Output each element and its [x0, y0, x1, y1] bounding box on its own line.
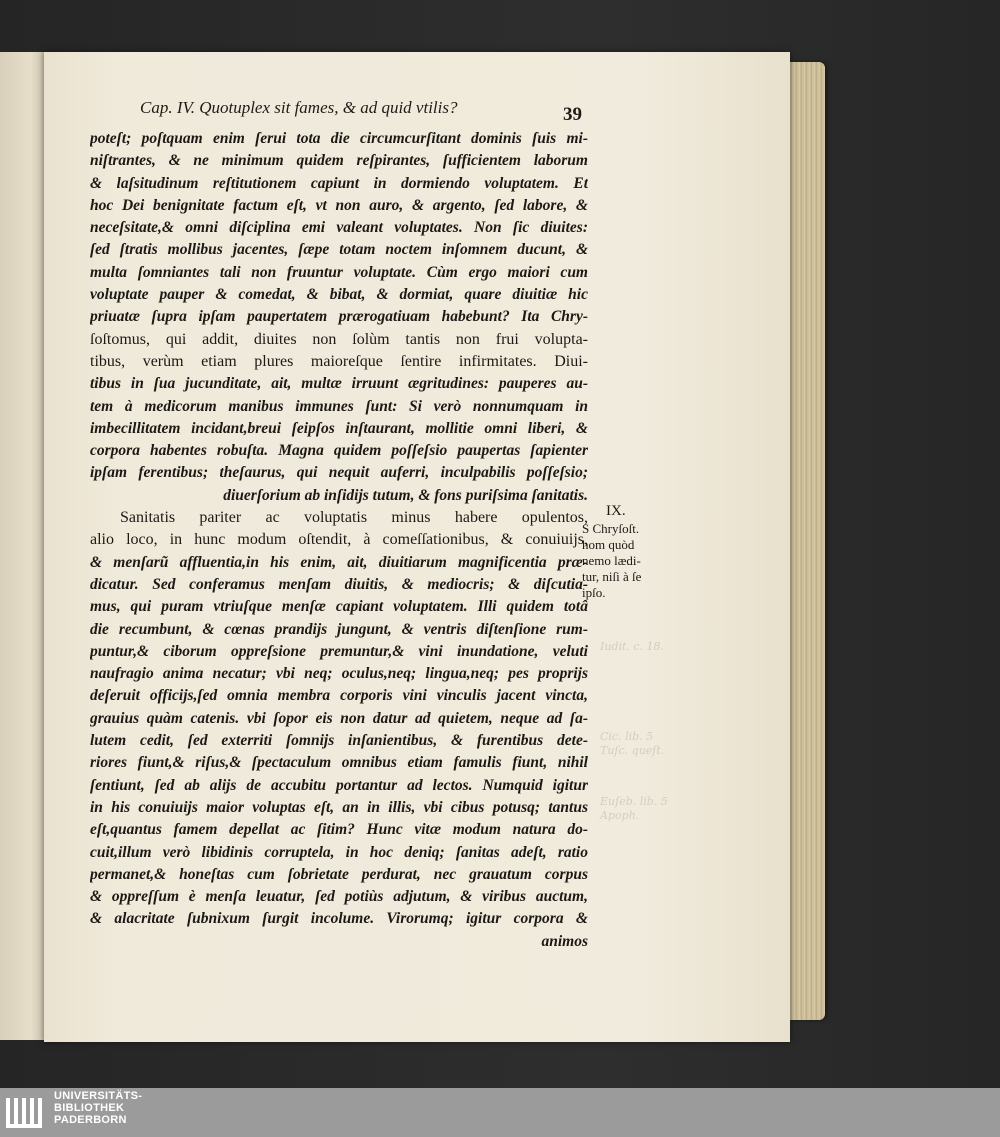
- margin-note-line: tur, niſi à ſe: [582, 569, 642, 584]
- text-line: ſed ſtratis mollibus jacentes, ſæpe totam noctem inſomnem ducunt, &: [90, 241, 588, 259]
- library-name-line: PADERBORN: [54, 1114, 127, 1126]
- library-footer-bar: [0, 1088, 1000, 1137]
- text-line: multa ſomniantes tali non fruuntur voluptate. Cùm ergo maiori cum: [90, 263, 588, 281]
- text-line: cuit,illum verò libidinis corruptela, in hoc deniq; ſanitas adeſt, ratio: [90, 843, 588, 861]
- text-line: mus, qui puram vtriuſque menſæ capiant voluptatem. Illi quidem totâ: [90, 598, 588, 616]
- bleed-through-note: Apoph.: [600, 809, 640, 822]
- text-line: tibus, verùm etiam plures maioreſque ſentire infirmitates. Diui-: [90, 352, 588, 370]
- library-name-line: UNIVERSITÄTS-: [54, 1090, 143, 1102]
- bleed-through-note: Iudit. c. 18.: [600, 640, 665, 653]
- page-number: 39: [563, 104, 582, 125]
- library-logo-icon: [6, 1094, 46, 1130]
- text-line: & laſsitudinum reſtitutionem capiunt in dormiendo voluptatem. Et: [90, 174, 588, 192]
- library-name-line: BIBLIOTHEK: [54, 1102, 125, 1114]
- margin-note-number: IX.: [606, 503, 626, 519]
- text-line: animos: [541, 932, 588, 950]
- text-line: & alacritate ſubnixum ſurgit incolume. Virorumq; igitur corpora &: [90, 910, 588, 928]
- text-line: corpora habentes robuſta. Magna quidem poſſeſsio paupertas ſapienter: [90, 442, 588, 460]
- text-line: deſeruit officijs,ſed omnia membra corporis vini vinculis jacent vincta,: [90, 687, 588, 705]
- body-text: [90, 128, 588, 953]
- running-title: Cap. IV. Quotuplex sit fames, & ad quid vtilis?: [140, 98, 458, 117]
- library-name: [54, 1090, 142, 1126]
- bleed-through-note: Euſeb. lib. 5: [600, 795, 668, 808]
- text-line: imbecillitatem incidant,breui ſeipſos inſtaurant, mollitie omni liberi, &: [90, 419, 588, 437]
- text-line: eſt,quantus famem depellat ac ſitim? Hunc vitæ modum natura do-: [90, 821, 588, 839]
- text-line: hoc Dei benignitate factum eſt, vt non auro, & argento, ſed labore, &: [90, 196, 588, 214]
- text-line: die recumbunt, & cœnas prandijs jungunt, & ventris diſtenſione rum-: [90, 620, 588, 638]
- text-line: puntur,& ciborum oppreſsione premuntur,& vini inundatione, veluti: [90, 642, 588, 660]
- text-line: Sanitatis pariter ac voluptatis minus habere opulentos,: [120, 509, 588, 527]
- text-line: ſentiunt, ſed ab alijs de accubitu portantur ad lectos. Numquid igitur: [90, 776, 588, 794]
- text-line: poteſt; poſtquam enim ſerui tota die circumcurſitant dominis ſuis mi-: [90, 130, 588, 147]
- text-line: ipſam ferentibus; theſaurus, qui nequit auferri, inculpabilis poſſeſsio;: [90, 464, 588, 482]
- text-line: lutem cedit, ſed exterriti ſomnijs inſanientibus, & furentibus dete-: [90, 732, 588, 750]
- text-line: voluptate pauper & comedat, & bibat, & dormiat, quare diuitiæ hic: [90, 286, 588, 304]
- text-line: tibus in ſua jucunditate, ait, multæ irruunt ægritudines: pauperes au-: [90, 375, 588, 393]
- bleed-through-note: Tuſc. queſt.: [600, 744, 665, 757]
- text-line: priuatæ ſupra ipſam paupertatem prærogatiuam habebunt? Ita Chry-: [90, 308, 588, 326]
- text-line: tem à medicorum manibus immunes ſunt: Si verò nonnumquam in: [90, 397, 588, 415]
- bleed-through-note: Cic. lib. 5: [600, 730, 654, 743]
- text-line: & oppreſſum è menſa leuatur, ſed potiùs adjutum, & viribus auctum,: [90, 888, 588, 906]
- text-line: in his conuiuijs maior voluptas eſt, an in illis, vbi cibus potusq; tantus: [90, 798, 588, 816]
- text-line: ſoſtomus, qui addit, diuites non ſolùm tantis non frui volupta-: [90, 330, 588, 348]
- margin-note-line: nemo lædi-: [582, 553, 641, 568]
- margin-note-line: hom quòd: [582, 537, 635, 552]
- text-line: riores fiunt,& riſus,& ſpectaculum omnibus etiam famulis fiunt, nihil: [90, 754, 588, 772]
- margin-note: [582, 503, 672, 601]
- text-line: naufragio anima necatur; vbi neq; oculus,neq; lingua,neq; pes proprijs: [90, 665, 588, 683]
- text-line: diuerſorium ab inſidijs tutum, & fons puriſsima ſanitatis.: [223, 486, 588, 504]
- text-line: alio loco, in hunc modum oſtendit, à comeſſationibus, & conuiuijs,: [90, 531, 588, 549]
- text-line: dicatur. Sed conferamus menſam diuitis, & mediocris; & diſcutia-: [90, 575, 588, 593]
- facing-page-edge: [0, 52, 45, 1040]
- text-line: & menſarũ affluentia,in his enim, ait, diuitiarum magnificentia præ-: [90, 553, 588, 571]
- margin-note-line: S Chryſoſt.: [582, 521, 640, 536]
- text-line: niſtrantes, & ne minimum quidem reſpirantes, ſufficientem laborum: [90, 152, 588, 170]
- text-line: neceſsitate,& omni diſciplina emi valeant voluptates. Non ſic diuites:: [90, 219, 588, 237]
- text-line: grauius quàm catenis. vbi ſopor eis non datur ad quietem, neque ad ſa-: [90, 709, 588, 727]
- text-line: permanet,& honeſtas cum ſobrietate perdurat, nec grauatum corpus: [90, 865, 588, 883]
- margin-note-line: ipſo.: [582, 585, 606, 600]
